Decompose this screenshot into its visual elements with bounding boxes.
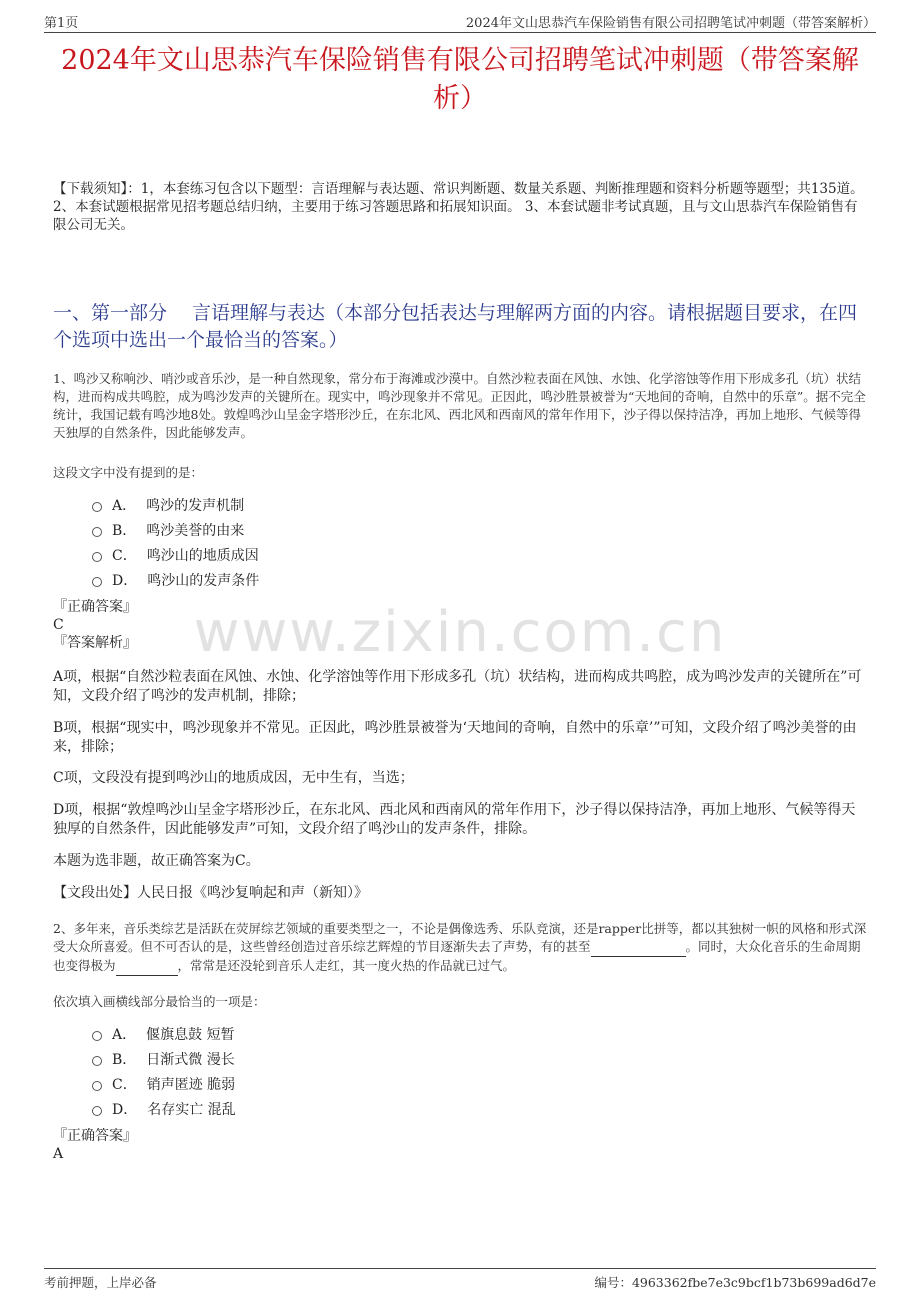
question-1-text: 1、鸣沙又称响沙、哨沙或音乐沙，是一种自然现象，常分布于海滩或沙漠中。自然沙粒表面在风蚀、水蚀、化学溶蚀等作用下形成多孔（坑）状结构，进而构成共鸣腔，成为鸣沙发声的关键所在。现实中，鸣沙现象并不常见。正因此，鸣沙胜景被誉为“天地间的奇响，自然中的乐章”。据不完全统计，我国记载有鸣沙地8处。敦煌鸣沙山呈金字塔形沙丘，在东北风、西北风和西南风的常年作用下，沙子得以保持洁净，再加上地形、气候等得天独厚的自然条件，因此能够发声。 <box>53 371 866 440</box>
radio-icon[interactable] <box>92 527 102 537</box>
question-2-option-b[interactable]: B． 日渐式微 漫长 <box>92 1046 236 1071</box>
question-2-option-a[interactable]: A． 偃旗息鼓 短暂 <box>92 1021 236 1046</box>
analysis-label: 『答案解析』 <box>53 635 137 651</box>
question-2-option-c[interactable]: C． 销声匿迹 脆弱 <box>92 1071 236 1096</box>
footer-slogan: 考前押题，上岸必备 <box>44 1275 157 1290</box>
footer-doc-id: 编号：4963362fbe7e3c9bcf1b73b699ad6d7e <box>594 1275 876 1290</box>
section-heading: 一、第一部分 言语理解与表达（本部分包括表达与理解两方面的内容。请根据题目要求，在四个选项中选出一个最恰当的答案。） <box>53 302 858 351</box>
blank-1 <box>591 938 686 957</box>
radio-icon[interactable] <box>92 552 102 562</box>
question-2-prompt: 依次填入画横线部分最恰当的一项是： <box>53 994 266 1009</box>
radio-icon[interactable] <box>92 1106 102 1116</box>
answer-value: A <box>53 1146 64 1162</box>
question-1-text-block <box>53 370 868 442</box>
radio-icon[interactable] <box>92 1031 102 1041</box>
page-number: 第1页 <box>44 16 79 31</box>
question-2-text: 2、多年来，音乐类综艺是活跃在荧屏综艺领域的重要类型之一，不论是偶像选秀、乐队竞演，还是rapper比拼等，都以其独树一帜的风格和形式深受大众所喜爱。但不可否认的是，这些曾经创造过音乐综艺辉煌的节目逐渐失去了声势，有的甚至 。同时，大众化音乐的生命周期也变得极为 ，常常是还没轮到音乐人走红，其一度火热的作品就已过气。 <box>53 920 868 976</box>
question-2-text-block <box>53 920 868 976</box>
question-2-option-d[interactable]: D． 名存实亡 混乱 <box>92 1096 236 1121</box>
answer-value: C <box>53 617 64 633</box>
question-1-source: 【文段出处】人民日报《鸣沙复响起和声（新知）》 <box>53 885 368 901</box>
question-1-option-c[interactable]: C． 鸣沙山的地质成因 <box>92 542 259 567</box>
radio-icon[interactable] <box>92 577 102 587</box>
answer-label: 『正确答案』 <box>53 1128 137 1144</box>
question-2-options <box>92 1021 236 1121</box>
question-1-prompt: 这段文字中没有提到的是： <box>53 465 204 480</box>
download-notice: 【下载须知】：1，本套练习包含以下题型：言语理解与表达题、常识判断题、数量关系题、判断推理题和资料分析题等题型；共135道。 2、本套试题根据常见招考题总结归纳，主要用于练习答题思路和拓展知识面。 3、本套试题非考试真题，且与文山思恭汽车保险销售有限公司无关。 <box>53 181 864 233</box>
watermark: www.zixin.com.cn <box>193 600 727 665</box>
blank-2 <box>116 957 178 976</box>
question-1-option-a[interactable]: A． 鸣沙的发声机制 <box>92 492 259 517</box>
header-doc-title: 2024年文山思恭汽车保险销售有限公司招聘笔试冲刺题（带答案解析） <box>465 16 876 31</box>
question-1-options <box>92 492 259 592</box>
question-1-conclusion: 本题为选非题，故正确答案为C。 <box>53 853 260 869</box>
answer-label: 『正确答案』 <box>53 599 137 615</box>
document-title: 2024年文山思恭汽车保险销售有限公司招聘笔试冲刺题（带答案解析） <box>61 45 859 114</box>
radio-icon[interactable] <box>92 502 102 512</box>
question-2-answer-block <box>53 1126 868 1162</box>
page-header <box>44 10 876 33</box>
radio-icon[interactable] <box>92 1056 102 1066</box>
question-1-answer-block <box>53 597 868 653</box>
question-1-analysis-d: D项，根据“敦煌鸣沙山呈金字塔形沙丘，在东北风、西北风和西南风的常年作用下，沙子得以保持洁净，再加上地形、气候等得天独厚的自然条件，因此能够发声”可知，文段介绍了鸣沙山的发声条件，排除。 <box>53 802 856 837</box>
question-1-option-b[interactable]: B． 鸣沙美誉的由来 <box>92 517 259 542</box>
page-footer <box>44 1268 876 1291</box>
radio-icon[interactable] <box>92 1081 102 1091</box>
question-1-analysis-b: B项，根据“现实中，鸣沙现象并不常见。正因此，鸣沙胜景被誉为‘天地间的奇响，自然中的乐章’”可知，文段介绍了鸣沙美誉的由来，排除； <box>53 720 857 755</box>
question-1-analysis-c: C项，文段没有提到鸣沙山的地质成因，无中生有，当选； <box>53 770 414 786</box>
question-1-option-d[interactable]: D． 鸣沙山的发声条件 <box>92 567 259 592</box>
question-1-analysis-a: A项，根据“自然沙粒表面在风蚀、水蚀、化学溶蚀等作用下形成多孔（坑）状结构，进而构成共鸣腔，成为鸣沙发声的关键所在”可知，文段介绍了鸣沙的发声机制，排除； <box>53 669 862 704</box>
